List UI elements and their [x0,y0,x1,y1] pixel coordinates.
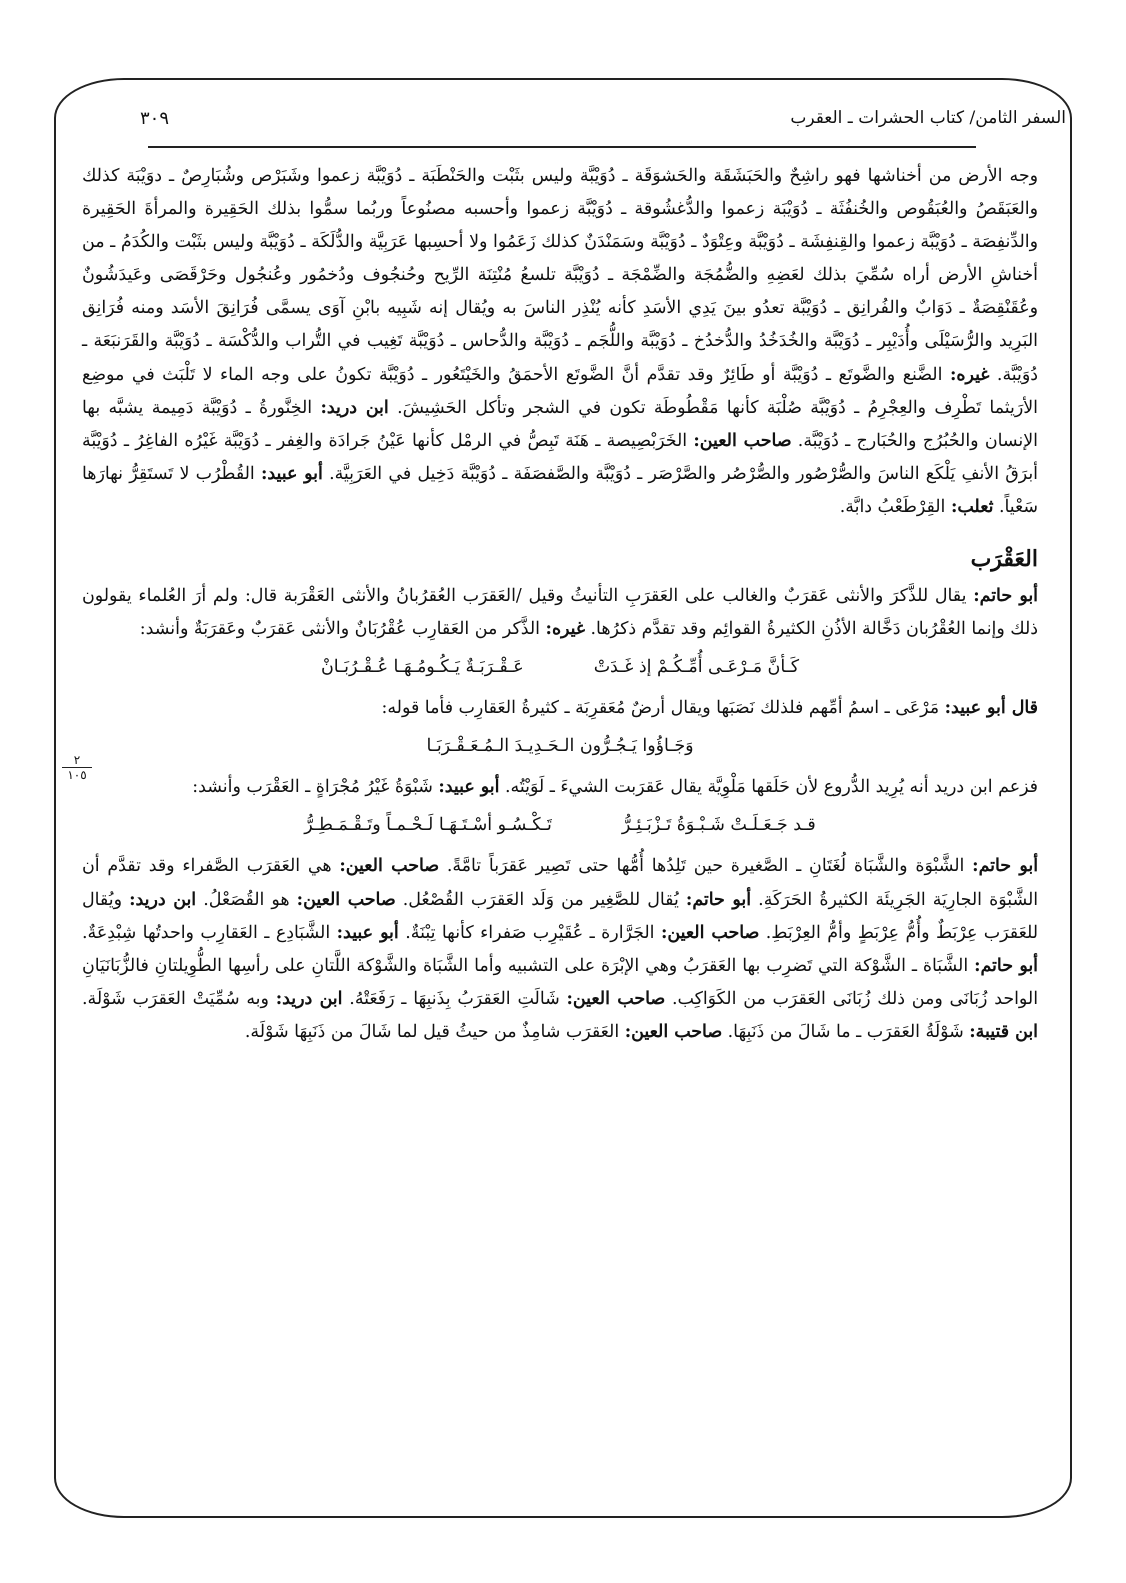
source-label: صاحب العين: [566,988,666,1009]
verse-hemistich-first: كَـأنَّ مَـرْعَـى أُمِّـكُـمْ إذ غَـدَتْ [593,657,799,678]
text-span: الضَّنع والضَّوتَع ـ دُوَيْبَّة أو طَائِرٌ وقد تقدَّم أنَّ الضَّوتَع الأحمَقُ والخَيْتَعُور ـ دُوَيْبَّة تكونُ على وجه الماء لا تَلْبَث في موضِع الأرَيثما تَطْرِف والعِجْرِمُ ـ دُوَيْبَّة صُلْبَة كأنها مَقْطُوطَة تكون في الشجر وتأكل الحَشِيشَ. [82,364,1039,418]
text-span: الجَرَّارة ـ عُقَيْرِب صَفراء كأنها تِبْنَةٌ. [405,922,655,943]
source-label: صاحب العين: [693,430,792,451]
verse-hemistich-second: عَـقْـرَبَـةٌ يَـكُـومُـهَـا عُـقْـرُبَـانْ [321,657,524,678]
source-label: قال أبو عبيد: [944,698,1038,719]
source-label: صاحب العين: [624,1021,723,1042]
section-title: العَقْرَب [970,546,1038,573]
source-label: ابن قتيبة: [969,1021,1038,1042]
text-span: وبه سُمِّيَتْ العَقرَب شَوْلَة. [82,988,269,1009]
source-label: صاحب العين: [660,922,760,943]
text-span: شَالَتِ العَقرَبُ بِذَنبِهَا ـ رَفَعَتْهُ. [349,988,560,1009]
paragraph-ibn-duraid [82,771,1038,804]
source-label: صاحب العين: [339,856,440,877]
text-span: الشَّبَادِع ـ العَقارِب واحدتُها شِبْدِعَةٌ. [82,922,331,943]
source-label: صاحب العين: [296,889,396,910]
running-title: السفر الثامن/ كتاب الحشرات ـ العقرب [790,108,1066,128]
source-label: أبو حاتم: [974,955,1039,976]
verse-line [82,806,1038,844]
source-label: أبو عبيد: [438,777,500,798]
header-rule [148,146,976,148]
source-label: أبو حاتم: [685,889,752,910]
text-span: يقال للذَّكرَ والأنثى عَقرَبٌ والغالب على العَقرَبِ التأنيثُ وقيل /العَقرَب العُقرُبانُ والأنثى العَقْرَبة قال: ولم أرَ العُلماء يقولون ذلك وإنما العُقْرُبان دَخَّالة الأذُنِ الكثيرةُ القوائِم وقد تقدَّم ذكرُها. [82,586,1038,640]
source-label: أبو حاتم: [973,586,1039,607]
text-span: الذَّكر من العَقارِب عُقْرُبَانٌ والأنثى عَقرَبٌ وعَقرَبَةٌ وأنشد: [139,619,540,640]
source-label: ابن دريد: [320,397,389,418]
source-label: أبو عبيد: [261,463,323,484]
source-label: أبو عبيد: [336,922,399,943]
text-span: مَرْعَى ـ اسمُ أمِّهم فلذلك نَصَبَها ويقال أرضٌ مُعَقرِبَة ـ كثيرةُ العَقارِب فأما قوله: [381,698,940,719]
verse-hemistich-first: قـد جَـعَـلَـتْ شَـبْـوَةُ تَـزْبَـئِـرُّ [621,815,816,836]
paragraph-shabwa [82,850,1038,1049]
page-number: ٣٠٩ [140,107,170,129]
source-label: ثعلب: [950,496,994,517]
source-label: ابن دريد: [275,988,343,1009]
source-label: أبو حاتم: [972,856,1039,877]
text-span: الخِنَّورةُ ـ دُوَيْبَّة دَمِيمة يشبَّه بها الإنسان والحُبُرُج والحُبَارج ـ دُوَيْبَّة. [82,397,1038,451]
text-span: الشَّبَاة ـ الشَّوْكة التي تَضرِب بها العَقرَبُ وهي الإبْرَة على التشبيه وأما الشَّبَاة والشَّوْكة اللَّتانِ على رأسِها الطُّوِيلتانِ فالزُّبَانَيَانِ الواحد زُبَانَى ومن ذلك زُبَانَى العَقرَب من الكَوَاكِب. [82,955,1039,1009]
text-span: الشَّبْوَة والشَّبَاة لُغَتَانِ ـ الصَّغيرة حين تَلِدُها أُمُّها حتى تَصِير عَقرَباً تامَّةً. [446,856,965,877]
text-span: الخَرَبْصِيصة ـ هَنَة تَبِصُّ في الرمْل كأنها عَيْنُ جَرادَة والغِفر ـ دُوَيْبَّة غَيْرُه الفاغِرُ ـ دُوَيْبَّة أبرَقُ الأنفِ يَلْكَع الناسَ والصُّرْصُور والصُّرْصُر والصَّرْصَر ـ دُوَيْبَّة والصَّفصَفَة ـ دُوَيْبَّة دَخِيل في العَرَبِيَّة. [82,430,1039,484]
text-span: القِرْطَعْبُ دابَّة. [839,496,946,517]
text-span: هو القُصَعْلُ. [203,889,290,910]
margin-reference-volume: ٢ [73,753,81,767]
verse-hemistich-single: وَجَـاؤُوا يَـجُـرُّون الـحَـدِيـدَ الـمُـعَـقْـرَبَـا [426,736,694,757]
source-label: غيره: [949,364,990,385]
source-label: غيره: [545,619,585,640]
text-span: ويُقال للعَقرَب عِرْبَطٌ وأُمُّ عِرْبَطٍ وأمُّ العِرْبَطِ. [82,889,1039,943]
text-span: هي العَقرَب الصَّفراء وقد تقدَّم أن الشَّبْوَة الجارِيَة الجَرِيئَة الكثيرةُ الحَرَكَةِ. [82,856,1039,910]
text-span: العَقرَب شامِذٌ من حيثُ قيل لما شَالَ من ذَنَبِهَا شَوْلَة. [244,1021,620,1042]
text-span: القُطْرُب لا تَستَقِرُّ نهارَها سَعْياً. [82,463,1038,517]
paragraph-abu-ubaid [82,692,1038,725]
verse-hemistich-second: تَـكْـسُـو أسْـتَـهَـا لَـحْـمـاً وتَـقْـمَـطِـرُّ [304,815,552,836]
text-span: فزعم ابن دريد أنه يُرِيد الدُّروع لأن حَلَقها مَلْوِيَّة يقال عَقرَبت الشيءَ ـ لَوَيْتُه. [505,777,1038,798]
text-span: يُقال للصَّغِير من وَلَد العَقرَب القُصْعُل. [402,889,679,910]
source-label: ابن دريد: [129,889,197,910]
paragraph-abu-hatim [82,580,1038,646]
margin-reference-page: ١٠٥ [62,767,92,782]
page-header [140,96,1066,140]
verse-line [82,648,1038,686]
text-span: شَوْلَةُ العَقرَب ـ ما شَالَ من ذَنَبِهَا. [727,1021,964,1042]
text-span: وجه الأرض من أخناشها فهو راشِحٌ والحَبَشَقَة والحَشوَقَة ـ دُوَيْبَّة وليس بثَبْت والحَنْطَبَة ـ دُوَيْبَّة زعموا وشَبَرْص وشُبَارِصٌ ـ دوَيْبَة كذلك والعَبَقَصُ والعُبَقُوص والخُنفُثَة ـ دُوَيْبَة زعموا والدُّغشُوقة ـ دُوَيْبَّة زعموا وأحسبه مصنُوعاً وربُما سمُّوا بذلك الحَقِيرة والمرأةَ الحَقِيرة والدِّنفِصَة ـ دُوَيْبَّة زعموا والقِنفِشَة ـ دُوَيْبَّة وعِتْوَدٌ ـ دُوَيْبَّة وسَمَنْدَنٌ كذلك زَعَمُوا ولا أحسِبها عَرَبِيَّة والدُّلَكَة ـ دُوَيْبَّة وليس بثَبْت والكُدَمُ ـ من أخناشِ الأرض أراه سُمِّيَ بذلك لعَضِهِ والضُّمُجَة والضِّمْجَة ـ دُوَيْبَّة تلسعُ مُنْتِنَة الرِّيح وحُنجُوف ودُخمُور وعُنجُول وحَرْقَصَى وعَيدَشُونٌ وعُقَنْقِصَةٌ ـ دَوَابٌ والفُرانِق ـ دُوَيْبَّة تعدُو بينَ يَدِي الأسَدِ كأنه يُنْذِر الناسَ به ويُقال إنه شَبِيه بابْنِ آوَى يسمَّى فُرَانِقَ الأسَد ومنه فُرَانِق البَرِيد والرُّسَيْلَى وأُدَيْبِر ـ دُوَيْبَّة والخُدَخُدُ والدُّخدُخ ـ دُوَيْبَّة واللُّجَم ـ دُوَيْبَّة والدُّحاس ـ دُوَيْبَّة تَغِيب في التُّراب والدُّكْسَة ـ دُوَيْبَّة والقَرَنبَعَة ـ دُوَيْبَّة. [82,166,1039,385]
text-span: شَبْوَةُ غَيْرُ مُجْرَاةٍ ـ العَقْرَب وأنشد: [192,777,433,798]
intro-paragraph [82,160,1038,524]
verse-line [82,727,1038,765]
page-body [82,160,1038,1049]
